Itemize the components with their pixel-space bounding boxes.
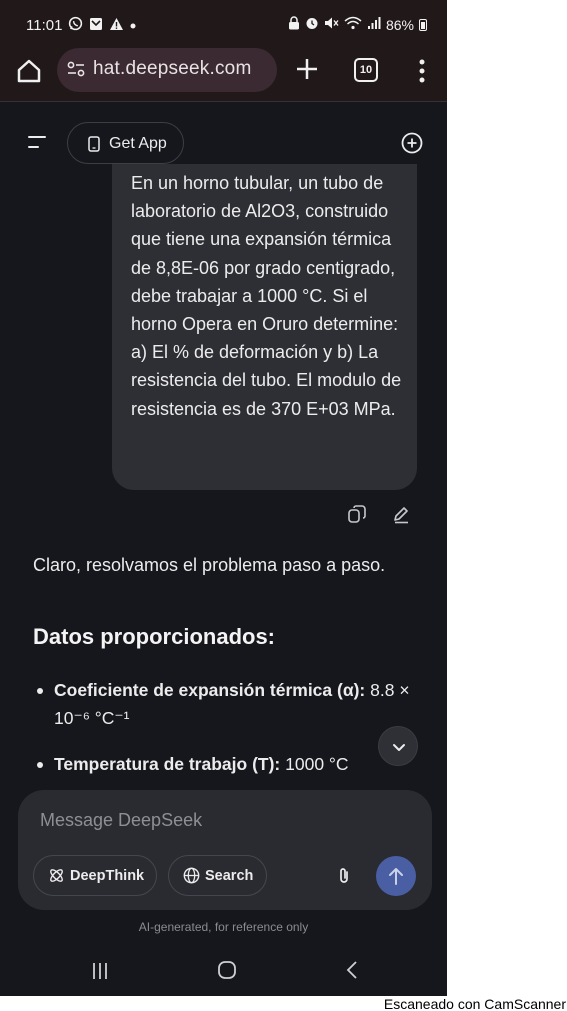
home-icon[interactable] <box>14 56 44 86</box>
camscanner-watermark: Escaneado con CamScanner <box>383 996 566 1011</box>
dot-icon <box>130 18 136 32</box>
get-app-button[interactable] <box>67 122 184 164</box>
paperclip-icon[interactable] <box>334 866 354 886</box>
atom-icon <box>48 867 65 884</box>
chevron-down-icon <box>379 727 419 767</box>
battery-icon <box>419 19 427 31</box>
status-bar <box>0 0 447 48</box>
list-item <box>37 676 427 732</box>
mute-icon <box>324 16 339 33</box>
system-nav-bar <box>0 945 447 996</box>
data-bullet-list <box>37 676 427 796</box>
edit-icon[interactable] <box>391 504 411 524</box>
mail-icon <box>89 17 103 34</box>
alert-icon <box>109 17 124 34</box>
tab-switcher-button[interactable]: 10 <box>354 58 378 82</box>
user-message-text: En un horno tubular, un tubo de laboratorio de Al2O3, construido que tiene una expansión térmica de 8,8E-06 por grado centigrado, debe trabajar a 1000 °C. Si el horno Opera en Oruro determine: a) El % de deformación y b) La resistencia del tubo. El modulo de resistencia es de 370 E+03 MPa. <box>131 173 402 419</box>
search-button[interactable] <box>168 855 267 896</box>
battery-percent: 86% <box>385 16 414 33</box>
assistant-intro-text: Claro, resolvamos el problema paso a paso. <box>33 555 386 575</box>
status-right <box>288 16 427 33</box>
user-message-bubble <box>112 164 417 490</box>
nav-home-icon[interactable] <box>217 960 237 980</box>
message-composer <box>18 790 432 910</box>
overflow-menu-icon[interactable] <box>412 56 432 86</box>
list-item <box>37 750 427 778</box>
alarm-icon <box>305 16 319 33</box>
phone-icon <box>88 136 100 152</box>
globe-icon <box>183 867 200 884</box>
wifi-icon <box>344 16 362 33</box>
scroll-to-bottom-button[interactable] <box>378 726 418 766</box>
lock-icon <box>288 16 300 33</box>
bullet-value: 1000 °C <box>285 754 349 774</box>
bullet-dot <box>37 688 43 694</box>
new-tab-button[interactable] <box>292 54 322 84</box>
ai-disclaimer: AI-generated, for reference only <box>138 920 309 934</box>
signal-icon <box>367 16 381 33</box>
deepthink-label: DeepThink <box>70 868 145 884</box>
new-chat-icon[interactable] <box>400 131 424 155</box>
send-button[interactable] <box>376 856 416 896</box>
status-left <box>26 16 136 34</box>
recents-icon[interactable] <box>91 962 109 980</box>
browser-toolbar <box>0 48 447 102</box>
bullet-label: Temperatura de trabajo (T): <box>54 754 281 774</box>
arrow-up-icon <box>376 856 416 896</box>
section-heading: Datos proporcionados: <box>33 624 276 649</box>
get-app-label: Get App <box>109 135 167 152</box>
address-bar[interactable] <box>57 48 277 92</box>
url-text[interactable]: hat.deepseek.com <box>93 58 252 79</box>
search-label: Search <box>205 868 254 884</box>
bullet-label: Coeficiente de expansión térmica (α): <box>54 680 366 700</box>
sidebar-toggle-icon[interactable] <box>27 133 49 151</box>
message-input[interactable] <box>40 810 400 831</box>
status-time: 11:01 <box>26 16 63 34</box>
bullet-value: 8.8 × 10⁻⁶ °C⁻¹ <box>54 680 410 728</box>
back-icon[interactable] <box>345 960 359 980</box>
bullet-dot <box>37 762 43 768</box>
deepthink-button[interactable] <box>33 855 157 896</box>
site-settings-icon[interactable] <box>65 58 87 80</box>
whatsapp-icon <box>68 16 83 34</box>
copy-icon[interactable] <box>347 504 367 524</box>
